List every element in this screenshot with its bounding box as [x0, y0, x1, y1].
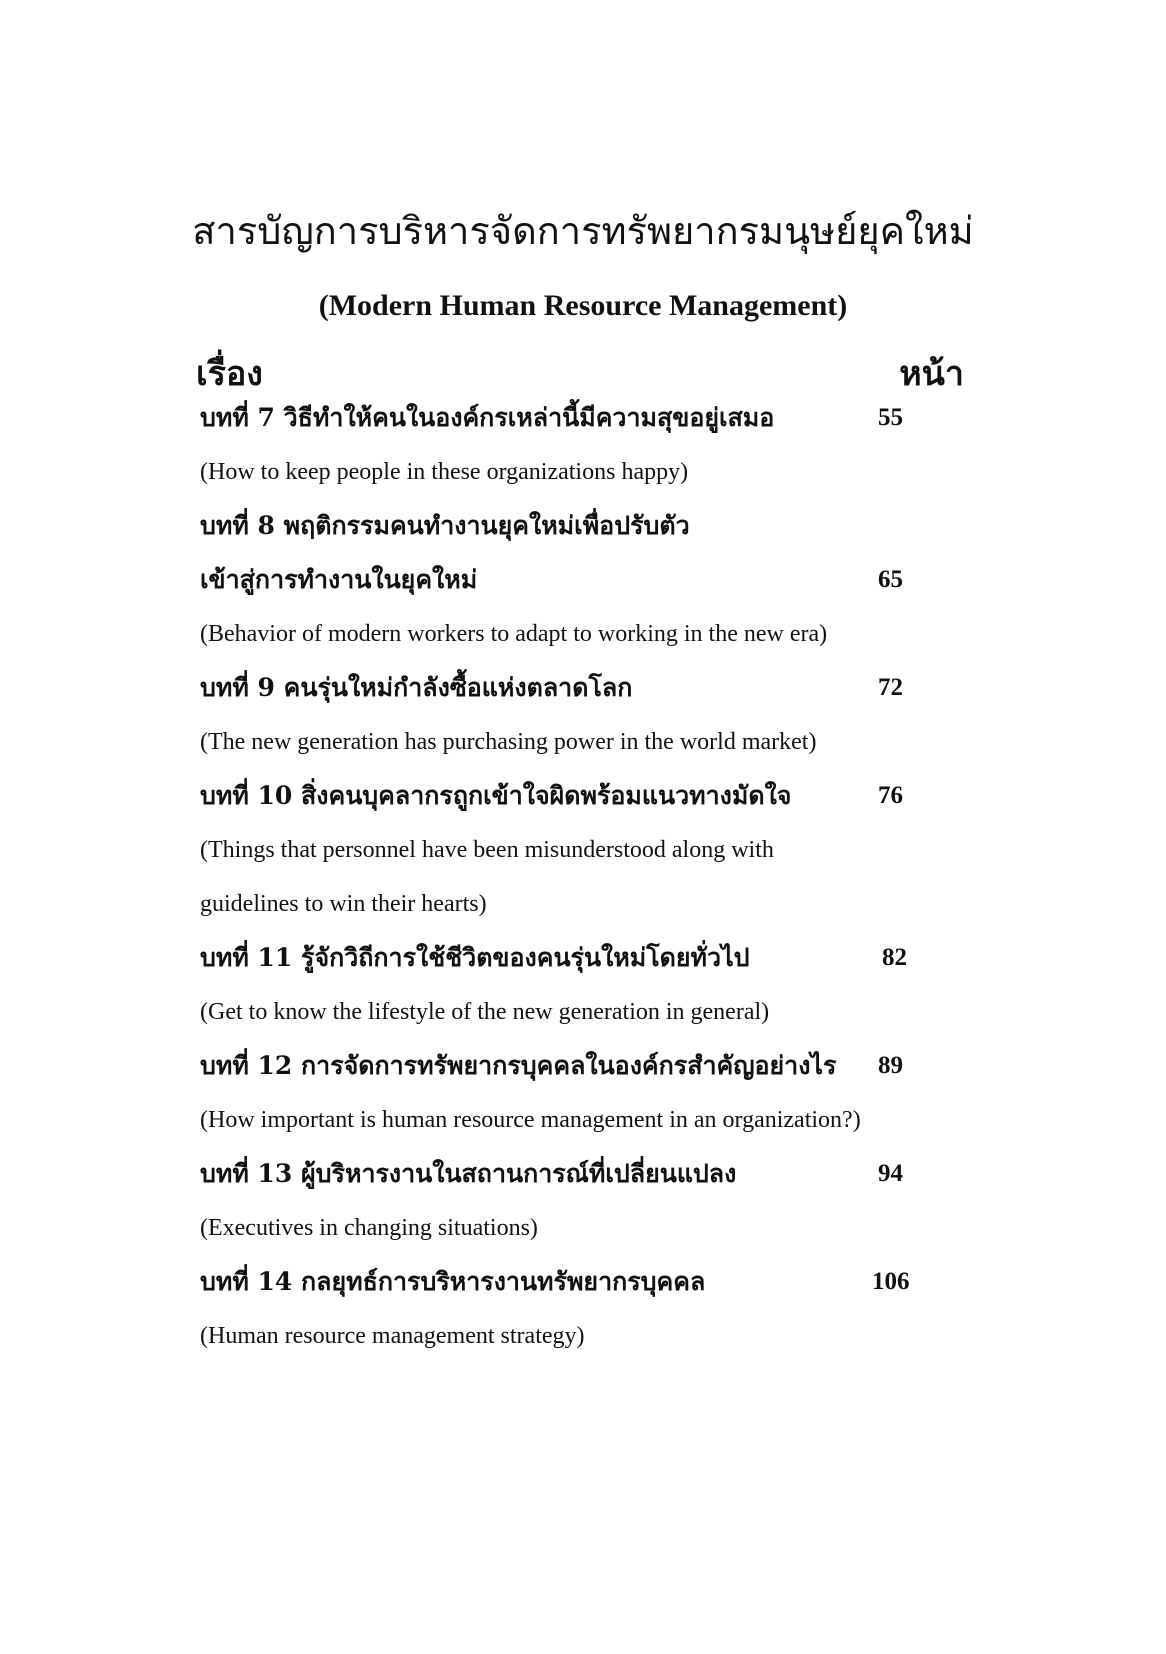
chapter-title-english: (Get to know the lifestyle of the new generation in general) [200, 999, 770, 1025]
chapter-title-thai-continued: เข้าสู่การทำงานในยุคใหม่ [200, 565, 478, 594]
chapter-page-number: 72 [878, 674, 903, 701]
chapter-page-number: 82 [882, 944, 907, 971]
toc-entry-chapter-7 [200, 396, 960, 440]
chapter-title-thai: บทที่ 10 สิ่งคนบุคลากรถูกเข้าใจผิดพร้อมแนวทางมัดใจ [200, 781, 792, 810]
header-page: หน้า [899, 354, 964, 394]
title-thai: สารบัญการบริหารจัดการทรัพยากรมนุษย์ยุคใหม่ [192, 209, 974, 253]
chapter-title-english-continued: guidelines to win their hearts) [200, 891, 487, 917]
chapter-title-thai: บทที่ 8 พฤติกรรมคนทำงานยุคใหม่เพื่อปรับตัว [200, 511, 690, 540]
chapter-page-number: 65 [878, 566, 903, 593]
toc-entry-chapter-9 [200, 666, 960, 710]
toc-entry-chapter-8 [200, 504, 960, 548]
chapter-page-number: 94 [878, 1160, 903, 1187]
toc-entry-chapter-8-continued [200, 558, 960, 602]
chapter-title-english: (How to keep people in these organizations happy) [200, 459, 689, 485]
chapter-title-english: (How important is human resource management in an organization?) [200, 1107, 861, 1133]
toc-entry-chapter-12 [200, 1044, 960, 1088]
chapter-title-english: (Executives in changing situations) [200, 1215, 538, 1241]
chapter-title-thai: บทที่ 14 กลยุทธ์การบริหารงานทรัพยากรบุคคล [200, 1267, 706, 1296]
chapter-title-english: (The new generation has purchasing power in the world market) [200, 729, 817, 755]
chapter-title-thai: บทที่ 9 คนรุ่นใหม่กำลังซื้อแห่งตลาดโลก [200, 673, 633, 702]
chapter-page-number: 55 [878, 404, 903, 431]
chapter-title-english: (Human resource management strategy) [200, 1323, 585, 1349]
toc-entry-chapter-13 [200, 1152, 960, 1196]
chapter-title-english: (Things that personnel have been misunderstood along with [200, 837, 774, 863]
toc-entry-chapter-11 [200, 936, 960, 980]
chapter-page-number: 106 [872, 1268, 910, 1295]
toc-entry-chapter-14 [200, 1260, 960, 1304]
toc-entry-chapter-10 [200, 774, 960, 818]
chapter-title-english: (Behavior of modern workers to adapt to working in the new era) [200, 621, 828, 647]
title-english: (Modern Human Resource Management) [318, 289, 848, 322]
header-subject: เรื่อง [196, 354, 263, 394]
chapter-title-thai: บทที่ 11 รู้จักวิถีการใช้ชีวิตของคนรุ่นใหม่โดยทั่วไป [200, 943, 750, 972]
chapter-page-number: 89 [878, 1052, 903, 1079]
chapter-title-thai: บทที่ 7 วิธีทำให้คนในองค์กรเหล่านี้มีความสุขอยู่เสมอ [200, 403, 775, 432]
chapter-title-thai: บทที่ 12 การจัดการทรัพยากรบุคคลในองค์กรสำคัญอย่างไร [200, 1051, 837, 1080]
chapter-title-thai: บทที่ 13 ผู้บริหารงานในสถานการณ์ที่เปลี่ยนแปลง [200, 1159, 737, 1188]
chapter-page-number: 76 [878, 782, 903, 809]
